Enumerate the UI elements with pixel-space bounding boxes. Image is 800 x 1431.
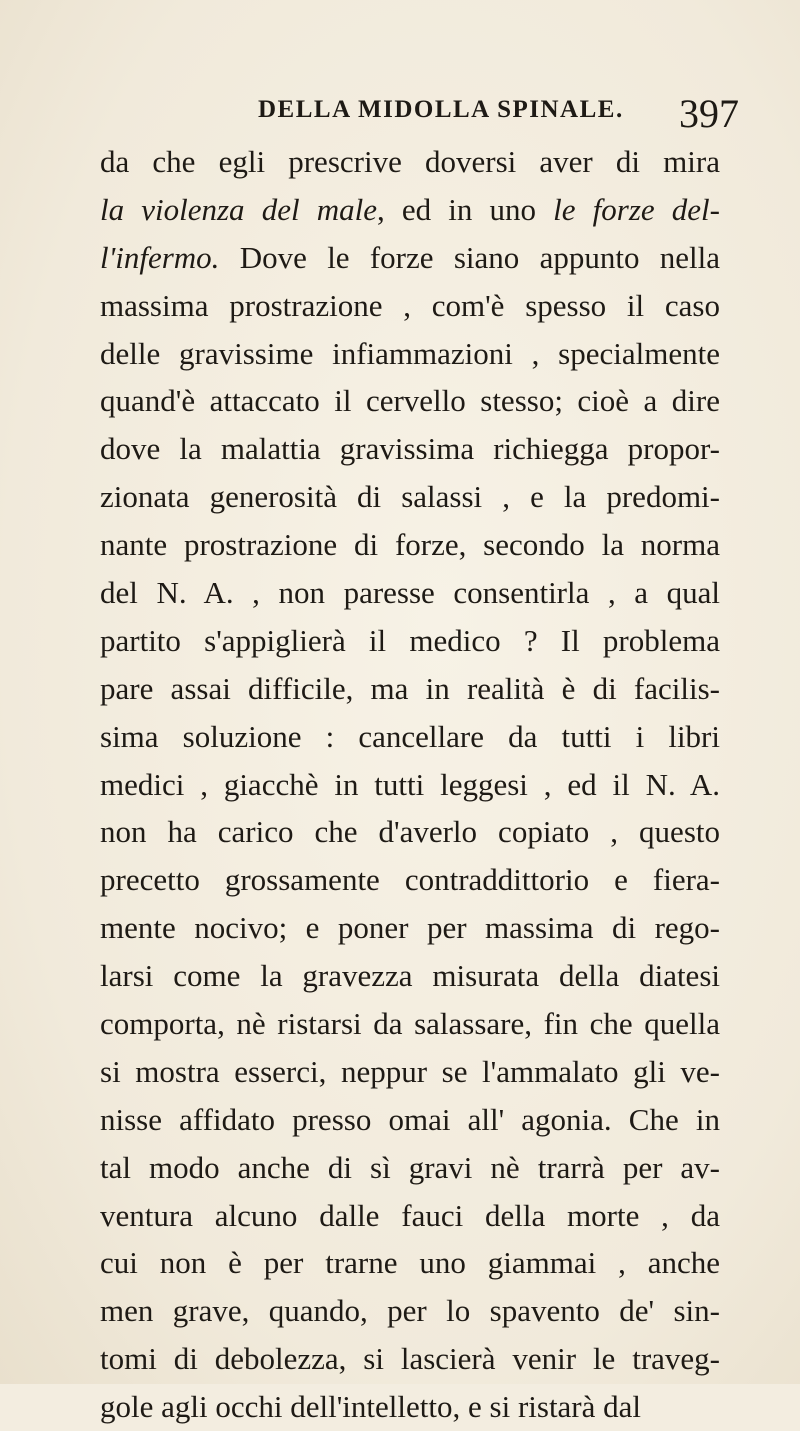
text-segment: larsi come la gravezza misurata della diatesi <box>100 958 720 994</box>
text-line <box>100 713 720 761</box>
text-segment: si mostra esserci, neppur se l'ammalato gli ve- <box>100 1053 720 1089</box>
text-line <box>100 425 720 473</box>
text-line <box>100 856 720 904</box>
body-text <box>100 138 720 1431</box>
text-line <box>100 1239 720 1287</box>
text-segment: tomi di debolezza, si lascierà venir le traveg- <box>100 1341 720 1377</box>
text-segment: , ed in uno <box>376 191 554 227</box>
text-segment: men grave, quando, per lo spavento de' sin- <box>100 1293 720 1329</box>
text-segment: medici , giacchè in tutti leggesi , ed il N. A. <box>100 766 720 802</box>
text-line <box>100 904 720 952</box>
text-line <box>100 1048 720 1096</box>
text-line <box>100 521 720 569</box>
text-segment: zionata generosità di salassi , e la predomi- <box>100 479 720 515</box>
text-segment: non ha carico che d'averlo copiato , questo <box>100 814 720 850</box>
text-segment: da che egli prescrive doversi aver di mira <box>100 144 720 179</box>
text-segment: pare assai difficile, ma in realità è di facilis- <box>100 670 720 706</box>
text-line <box>100 1335 720 1383</box>
italic-segment: le forze del- <box>553 191 720 227</box>
text-segment: tal modo anche di sì gravi nè trarrà per av- <box>100 1149 720 1185</box>
text-line <box>100 1383 720 1431</box>
italic-segment: la violenza del male <box>100 191 377 227</box>
text-line <box>100 186 720 234</box>
text-segment: sima soluzione : cancellare da tutti i libri <box>100 718 720 754</box>
text-segment: cui non è per trarne uno giammai , anche <box>100 1245 720 1281</box>
text-segment: gole agli occhi dell'intelletto, e si ristarà dal <box>100 1389 642 1425</box>
text-line <box>100 952 720 1000</box>
text-line <box>100 234 720 282</box>
text-segment: del N. A. , non paresse consentirla , a qual <box>100 575 720 611</box>
text-segment: partito s'appiglierà il medico ? Il problema <box>100 622 720 658</box>
text-line <box>100 377 720 425</box>
text-line <box>100 617 720 665</box>
text-segment: quand'è attaccato il cervello stesso; cioè a dire <box>100 383 720 419</box>
text-segment: Dove le forze siano appunto nella <box>219 239 720 275</box>
text-segment: mente nocivo; e poner per massima di rego- <box>100 910 720 946</box>
italic-segment: l'infermo. <box>100 239 220 275</box>
text-line <box>100 569 720 617</box>
text-line <box>100 330 720 378</box>
text-line <box>100 665 720 713</box>
text-segment: delle gravissime infiammazioni , specialmente <box>100 335 720 371</box>
text-line <box>100 761 720 809</box>
text-segment: precetto grossamente contraddittorio e fiera- <box>100 862 720 898</box>
text-line <box>100 282 720 330</box>
text-segment: nisse affidato presso omai all' agonia. Che in <box>100 1101 720 1137</box>
page-number: 397 <box>679 91 739 136</box>
text-line <box>100 1192 720 1240</box>
text-segment: massima prostrazione , com'è spesso il caso <box>100 287 720 323</box>
text-line <box>100 1000 720 1048</box>
text-line <box>100 473 720 521</box>
running-head: DELLA MIDOLLA SPINALE. <box>258 96 624 123</box>
text-line <box>100 1096 720 1144</box>
text-segment: comporta, nè ristarsi da salassare, fin che quella <box>100 1006 720 1042</box>
text-line <box>100 138 720 186</box>
text-line <box>100 1144 720 1192</box>
page-header <box>0 91 800 140</box>
text-line <box>100 808 720 856</box>
text-segment: dove la malattia gravissima richiegga propor- <box>100 431 720 467</box>
text-segment: nante prostrazione di forze, secondo la norma <box>100 527 720 563</box>
text-segment: ventura alcuno dalle fauci della morte , da <box>100 1197 720 1233</box>
text-line <box>100 1287 720 1335</box>
